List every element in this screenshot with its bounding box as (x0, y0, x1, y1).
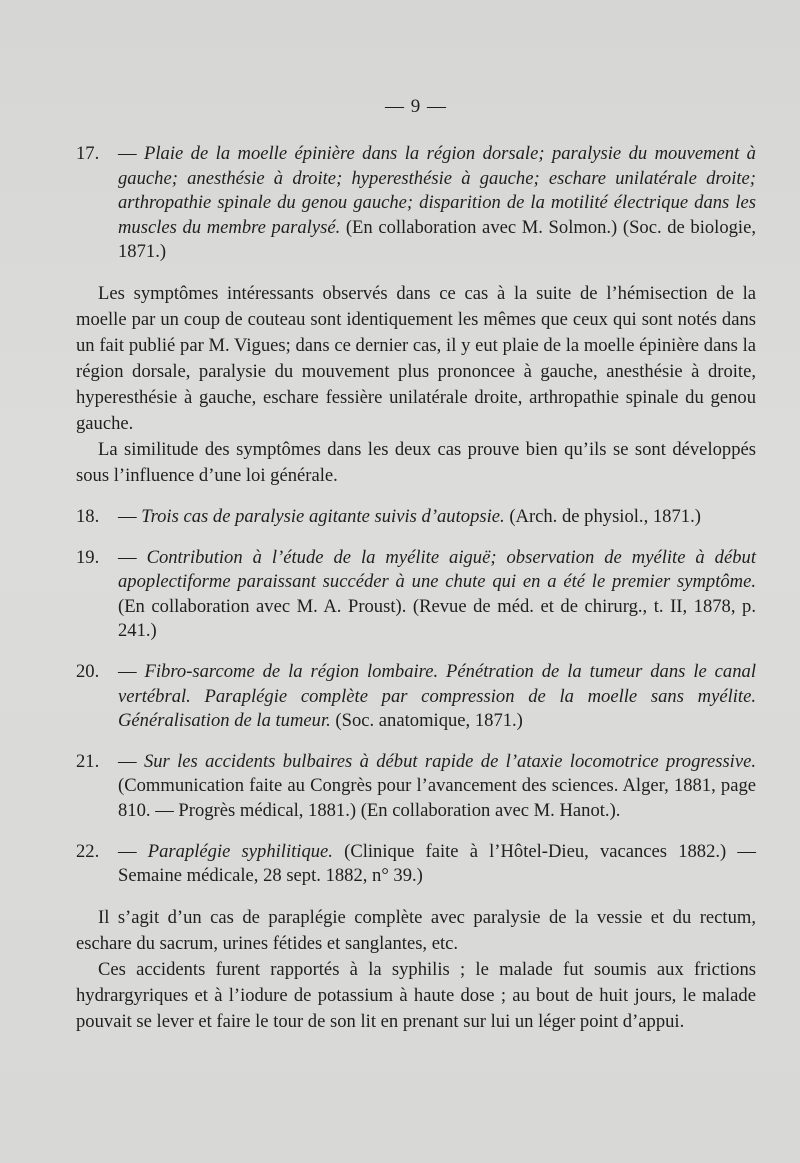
entry-19 (76, 546, 756, 644)
entry-dash: — (118, 143, 137, 164)
entry-reference: (En collaboration avec M. Solmon.) (Soc. de biologie, 1871.) (118, 216, 757, 263)
entry-number: 22. (76, 840, 100, 862)
paragraph: La similitude des symptômes dans les deux cas prouve bien qu’ils se sont développés sous l’influence d’une loi générale. (76, 438, 756, 486)
entry-title: Trois cas de paralysie agitante suivis d’autopsie. (141, 505, 505, 527)
entry-reference: (Soc. anatomique, 1871.) (330, 710, 523, 732)
page-number: — 9 — (385, 96, 447, 117)
entry-title: Contribution à l’étude de la myélite aiguë; observation de myélite à début apoplectiforme paraissant succéder à une chute qui en a été le premier symptôme. (118, 546, 756, 593)
entry-20 (76, 660, 756, 734)
entry-reference: (Clinique faite à l’Hôtel-Dieu, vacances 1882.) — Semaine médicale, 28 sept. 1882, n° 39.) (118, 840, 756, 887)
entry-title: Paraplégie syphilitique. (147, 840, 333, 862)
entry-22-commentary (76, 905, 756, 1035)
entry-number: 21. (76, 750, 100, 772)
entry-21 (76, 750, 756, 824)
entry-17-commentary (76, 281, 756, 489)
entry-reference: (Communication faite au Congrès pour l’avancement des sciences. Alger, 1881, page 810. — Progrès médical, 1881.) (En collaboration avec M. Hanot.). (118, 775, 756, 821)
entry-number: 18. (76, 505, 100, 527)
entry-title: Sur les accidents bulbaires à début rapide de l’ataxie locomotrice progressive. (143, 750, 756, 772)
entry-reference: (En collaboration avec M. A. Proust). (Revue de méd. et de chirurg., t. II, 1878, p. 241.) (118, 595, 756, 642)
entry-number: 17. (76, 143, 100, 164)
entry-dash: — (118, 750, 137, 772)
entry-dash: — (118, 660, 137, 682)
paragraph: Ces accidents furent rapportés à la syphilis ; le malade fut soumis aux frictions hydrargyriques et à l’iodure de potassium à haute dose ; au bout de huit jours, le malade pouvait se lever et faire le tour de son lit en prenant sur lui un léger point d’appui. (76, 958, 756, 1032)
entry-18 (76, 505, 756, 530)
entry-dash: — (118, 546, 137, 568)
entry-title: Plaie de la moelle épinière dans la région dorsale; paralysie du mouvement à gauche; anesthésie à droite; hyperesthésie à gauche; eschare unilatérale droite; arthropathie spinale du genou gauche; disparition de la motilité électrique dans les muscles du membre paralysé. (118, 143, 756, 238)
paragraph: Les symptômes intéressants observés dans ce cas à la suite de l’hémisection de la moelle par un coup de couteau sont identiquement les mêmes que ceux qui sont notés dans un fait publié par M. Vigues; dans ce dernier cas, il y eut plaie de la moelle épinière dans la région dorsale, paralysie du mouvement plus prononcee à gauche, anesthésie à droite, hyperesthésie à gauche, eschare fessière unilatérale droite, arthropathie spinale du genou gauche. (76, 282, 756, 434)
entry-dash: — (118, 840, 137, 862)
entry-reference: (Arch. de physiol., 1871.) (504, 505, 701, 527)
entry-title: Fibro-sarcome de la région lombaire. Pénétration de la tumeur dans le canal vertébral. Paraplégie complète par compression de la moelle sans myélite. Généralisation de la tumeur. (118, 660, 756, 732)
entry-22 (76, 840, 756, 889)
paragraph: Il s’agit d’un cas de paraplégie complète avec paralysie de la vessie et du rectum, eschare du sacrum, urines fétides et sanglantes, etc. (76, 906, 756, 954)
entry-number: 19. (76, 546, 100, 568)
entry-17 (76, 142, 756, 265)
entry-dash: — (118, 505, 137, 527)
entry-number: 20. (76, 660, 100, 682)
